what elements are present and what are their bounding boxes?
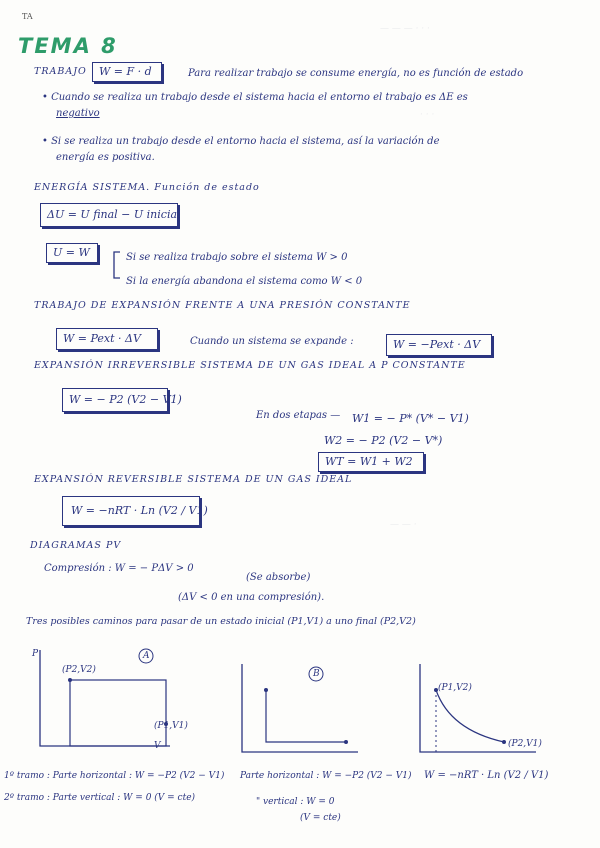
graph-b-note-3: (V = cte) bbox=[300, 813, 341, 823]
graph-a-p-axis: P bbox=[32, 649, 39, 659]
irreversible-etapas: En dos etapas — bbox=[256, 410, 341, 421]
energia-label: ENERGÍA SISTEMA. Función de estado bbox=[34, 182, 260, 193]
trabajo-formula: W = F · d bbox=[99, 65, 152, 78]
bracket-icon bbox=[110, 250, 122, 280]
diagramas-nota1: (Se absorbe) bbox=[246, 572, 311, 583]
expansion-formula2-box bbox=[386, 334, 492, 356]
u-w-formula: U = W bbox=[53, 246, 90, 259]
energia-case-2: Si la energía abandona el sistema como W < 0 bbox=[126, 276, 363, 287]
trabajo-label: TRABAJO bbox=[34, 66, 87, 77]
irreversible-formula: W = − P2 (V2 − V1) bbox=[69, 393, 182, 406]
trabajo-bullet-1b: negativo bbox=[56, 108, 100, 119]
graph-b-note-1: Parte horizontal : W = −P2 (V2 − V1) bbox=[240, 771, 412, 781]
u-w-box bbox=[46, 243, 98, 263]
expansion-formula2: W = −Pext · ΔV bbox=[393, 338, 481, 351]
graph-a-note-1: 1º tramo : Parte horizontal : W = −P2 (V2 − V1) bbox=[4, 771, 225, 781]
graph-c-note-1: W = −nRT · Ln (V2 / V1) bbox=[424, 770, 549, 781]
diagramas-caminos: Tres posibles caminos para pasar de un estado inicial (P1,V1) a uno final (P2,V2) bbox=[26, 616, 416, 627]
pv-graph-b bbox=[228, 660, 368, 760]
graph-a-tag: A bbox=[143, 651, 150, 661]
expansion-formula: W = Pext · ΔV bbox=[63, 332, 141, 345]
graph-c-point-1: (P1,V2) bbox=[438, 683, 472, 693]
diagramas-label: DIAGRAMAS PV bbox=[30, 540, 122, 551]
irreversible-wt: WT = W1 + W2 bbox=[325, 455, 413, 468]
irreversible-formula-box bbox=[62, 388, 182, 412]
trabajo-bullet-1: • Cuando se realiza un trabajo desde el sistema hacia el entorno el trabajo es ΔE es bbox=[42, 92, 468, 103]
trabajo-formula-box bbox=[92, 62, 162, 82]
irreversible-w2: W2 = − P2 (V2 − V*) bbox=[324, 434, 443, 447]
diagramas-nota2: (ΔV < 0 en una compresión). bbox=[178, 592, 325, 603]
graph-a-v-axis: V bbox=[154, 741, 161, 751]
graph-a-point-1: (P2,V2) bbox=[62, 665, 96, 675]
energia-formula: ΔU = U final − U inicial bbox=[47, 208, 181, 221]
expansion-label: TRABAJO DE EXPANSIÓN FRENTE A UNA PRESIÓN CONSTANTE bbox=[34, 300, 411, 311]
graph-b-note-2: " vertical : W = 0 bbox=[256, 797, 335, 807]
reversible-formula-box bbox=[62, 496, 208, 526]
page-title: TEMA 8 bbox=[18, 34, 118, 58]
graph-a-point-2: (P1,V1) bbox=[154, 721, 188, 731]
graph-c-point-2: (P2,V1) bbox=[508, 739, 542, 749]
reversible-label: EXPANSIÓN REVERSIBLE SISTEMA DE UN GAS IDEAL bbox=[34, 474, 353, 485]
trabajo-bullet-2b: energía es positiva. bbox=[56, 152, 155, 163]
diagramas-compresion: Compresión : W = − PΔV > 0 bbox=[44, 563, 194, 574]
irreversible-label: EXPANSIÓN IRREVERSIBLE SISTEMA DE UN GAS IDEAL A P CONSTANTE bbox=[34, 360, 466, 371]
irreversible-wt-box bbox=[318, 452, 424, 472]
energia-case-1: Si se realiza trabajo sobre el sistema W > 0 bbox=[126, 252, 348, 263]
graph-b-tag: B bbox=[313, 669, 320, 679]
trabajo-bullet-2: • Si se realiza un trabajo desde el entorno hacia el sistema, así la variación de bbox=[42, 136, 440, 147]
irreversible-w1: W1 = − P* (V* − V1) bbox=[352, 412, 469, 425]
reversible-formula: W = −nRT · Ln (V2 / V1) bbox=[71, 504, 208, 517]
trabajo-desc: Para realizar trabajo se consume energía, no es función de estado bbox=[188, 68, 524, 79]
expansion-formula-box bbox=[56, 328, 158, 350]
graph-a-note-2: 2º tramo : Parte vertical : W = 0 (V = cte) bbox=[4, 793, 196, 803]
energia-formula-box bbox=[40, 203, 181, 227]
corner-mark: TA bbox=[22, 12, 33, 21]
expansion-desc: Cuando un sistema se expande : bbox=[190, 336, 354, 347]
pv-graph-a bbox=[20, 646, 190, 756]
